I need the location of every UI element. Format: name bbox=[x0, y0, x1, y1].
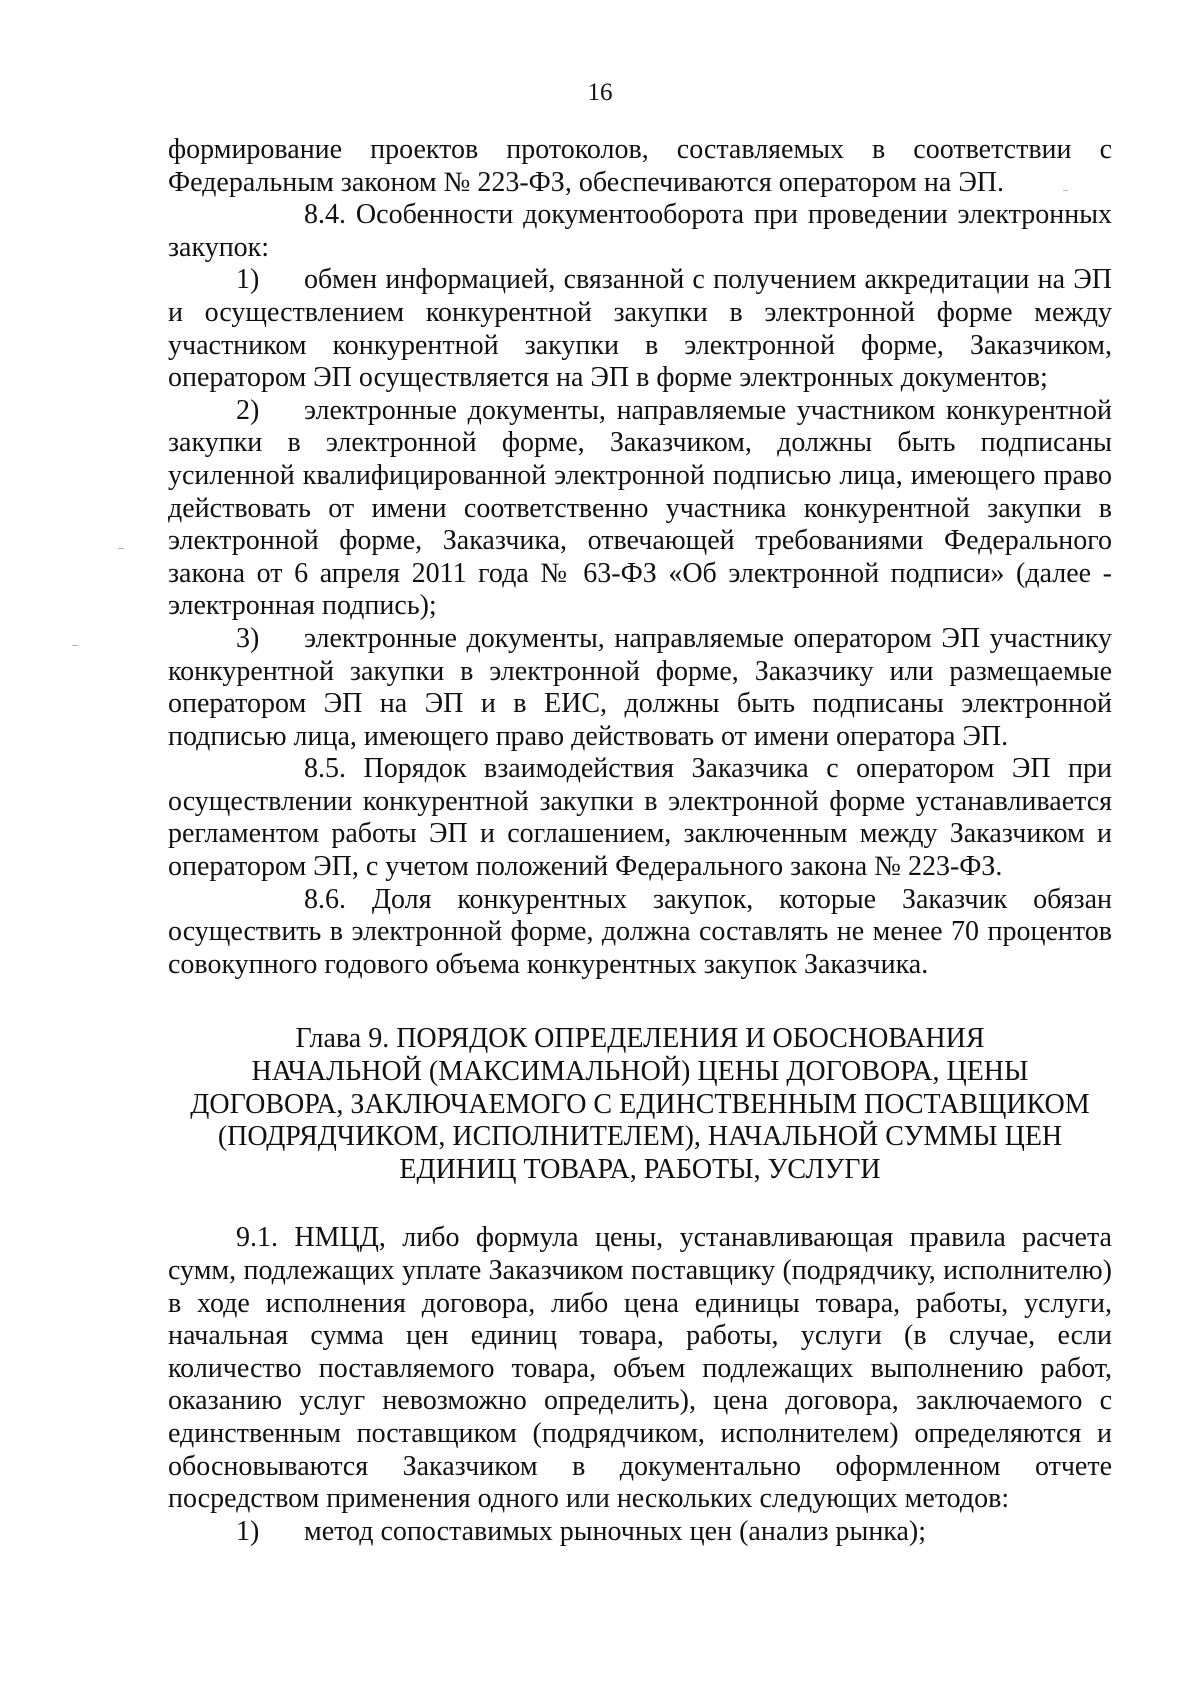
chapter-heading-line: ДОГОВОРА, ЗАКЛЮЧАЕМОГО С ЕДИНСТВЕННЫМ ПОСТАВЩИКОМ bbox=[190, 1088, 1090, 1120]
clause-number: 8.4. bbox=[304, 199, 346, 231]
item-number: 1) bbox=[236, 1515, 260, 1547]
clause-text: Порядок взаимодействия Заказчика с оператором ЭП при осуществлении конкурентной закупки в электронной форме устанавливается регламентом работы ЭП и соглашением, заключенным между Заказчиком и оператором ЭП, с учетом положений Федерального закона № 223-ФЗ. bbox=[168, 753, 1113, 883]
document-body bbox=[168, 134, 1112, 1548]
item-number: 1) bbox=[236, 264, 260, 296]
scan-artifact bbox=[118, 548, 124, 549]
item-number: 3) bbox=[236, 622, 260, 654]
item-text: электронные документы, направляемые оператором ЭП участнику конкурентной закупки в электронной форме, Заказчику или размещаемые оператором ЭП на ЭП и в ЕИС, должны быть подписаны электронной подписью лица, имеющего право действовать от имени оператора ЭП. bbox=[168, 622, 1112, 752]
clause-text: Доля конкурентных закупок, которые Заказчик обязан осуществить в электронной форме, должна составлять не менее 70 процентов совокупного годового объема конкурентных закупок Заказчика. bbox=[168, 883, 1112, 980]
chapter-heading-line: НАЧАЛЬНОЙ (МАКСИМАЛЬНОЙ) ЦЕНЫ ДОГОВОРА, ЦЕНЫ bbox=[251, 1056, 1029, 1088]
item-text: электронные документы, направляемые участником конкурентной закупки в электронной форме, Заказчиком, должны быть подписаны усиленной квалифицированной электронной подписью лица, имеющего право действовать от имени соответственно участника конкурентной закупки в электронной форме, Заказчика, отвечающей требованиями Федерального закона от 6 апреля 2011 года № 63-ФЗ «Об электронной подписи» (далее - электронная подпись); bbox=[168, 394, 1112, 622]
clause-text: Особенности документооборота при проведении электронных закупок: bbox=[168, 199, 1113, 263]
page-number: 16 bbox=[587, 79, 613, 106]
item-text: метод сопоставимых рыночных цен (анализ рынка); bbox=[304, 1515, 927, 1547]
list-item-2 bbox=[168, 395, 1112, 623]
clause-number: 8.5. bbox=[304, 753, 346, 785]
item-text: обмен информацией, связанной с получением аккредитации на ЭП и осуществлением конкурентной закупки в электронной форме между участником конкурентной закупки в электронной форме, Заказчиком, оператором ЭП осуществляется на ЭП в форме электронных документов; bbox=[168, 264, 1112, 394]
clause-9-1: 9.1. НМЦД, либо формула цены, устанавливающая правила расчета сумм, подлежащих уплате Заказчиком поставщику (подрядчику, исполнителю) в ходе исполнения договора, либо цена единицы товара, работы, услуги, начальная сумма цен единиц товара, работы, услуги (в случае, если количество поставляемого товара, объем подлежащих выполнению работ, оказанию услуг невозможно определить), цена договора, заключаемого с единственным поставщиком (подрядчиком, исполнителем) определяются и обосновываются Заказчиком в документально оформленном отчете посредством применения одного или нескольких следующих методов: bbox=[168, 1222, 1112, 1515]
chapter-heading-line: Глава 9. ПОРЯДОК ОПРЕДЕЛЕНИЯ И ОБОСНОВАНИЯ bbox=[295, 1023, 985, 1055]
scan-artifact bbox=[1063, 190, 1068, 191]
scan-artifact bbox=[72, 645, 78, 646]
clause-8-6 bbox=[168, 884, 1112, 982]
method-item-1 bbox=[168, 1516, 1112, 1549]
clause-8-4 bbox=[168, 199, 1112, 264]
paragraph-continuation: формирование проектов протоколов, составляемых в соответствии с Федеральным законом № 223-ФЗ, обеспечиваются оператором на ЭП. bbox=[168, 134, 1112, 198]
clause-8-5 bbox=[168, 753, 1112, 883]
item-number: 2) bbox=[236, 394, 260, 426]
list-item-1 bbox=[168, 264, 1112, 394]
chapter-heading bbox=[168, 1023, 1112, 1186]
chapter-heading-line: ЕДИНИЦ ТОВАРА, РАБОТЫ, УСЛУГИ bbox=[399, 1153, 881, 1185]
clause-number: 8.6. bbox=[304, 883, 346, 915]
list-item-3 bbox=[168, 623, 1112, 753]
chapter-heading-line: (ПОДРЯДЧИКОМ, ИСПОЛНИТЕЛЕМ), НАЧАЛЬНОЙ СУММЫ ЦЕН bbox=[217, 1121, 1063, 1153]
